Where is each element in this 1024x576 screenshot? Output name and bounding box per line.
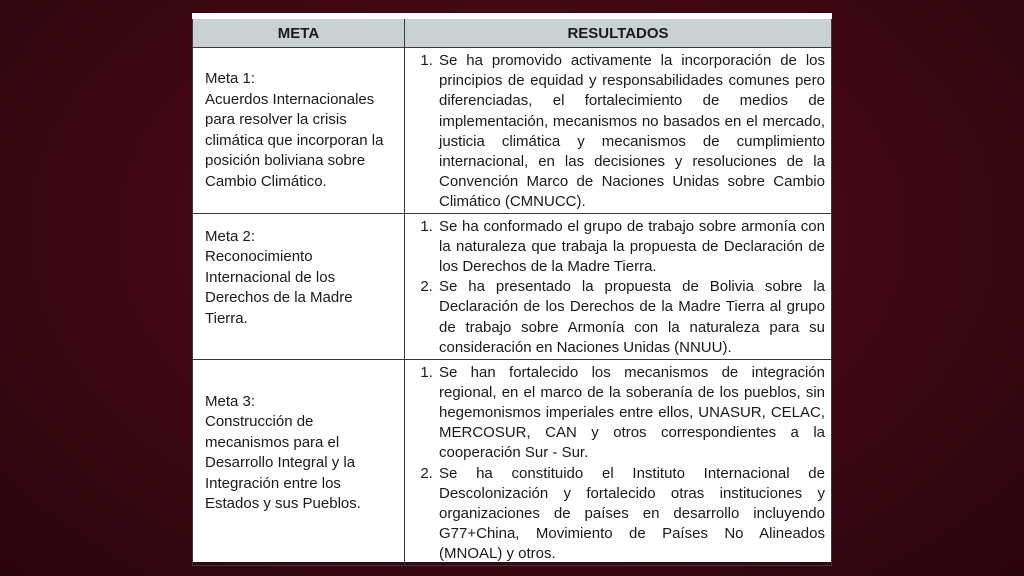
meta-description: Reconocimiento Internacional de los Derechos de la Madre Tierra. xyxy=(205,248,353,327)
meta-description: Construcción de mecanismos para el Desarrollo Integral y la Integración entre los Estados y sus Pueblos. xyxy=(205,413,361,513)
table-header-row xyxy=(193,16,832,48)
meta-cell xyxy=(193,48,405,214)
results-cell xyxy=(405,213,832,359)
meta-label: Meta 1: xyxy=(205,70,256,87)
header-resultados: RESULTADOS xyxy=(405,16,832,48)
meta-label: Meta 3: xyxy=(205,392,256,410)
table-row xyxy=(193,48,832,214)
meta-description: Acuerdos Internacionales para resolver la crisis climática que incorporan la posición boliviana sobre Cambio Climático. xyxy=(205,90,384,190)
result-item: 1. Se ha conformado el grupo de trabajo sobre armonía con la naturaleza que trabaja la propuesta de Declaración de los Derechos de la Madre Tierra. xyxy=(437,217,825,278)
meta-cell xyxy=(193,213,405,359)
table-row xyxy=(193,213,832,359)
result-item: 2. Se ha constituido el Instituto Internacional de Descolonización y fortalecido otras instituciones y organizaciones de países en desarrollo incluyendo G77+China, Movimiento de Países No Alineados (MNOAL) y otros. xyxy=(437,464,825,565)
results-list xyxy=(411,217,825,358)
header-meta: META xyxy=(193,16,405,48)
results-list xyxy=(411,51,825,213)
metas-resultados-table xyxy=(192,13,832,566)
results-list xyxy=(411,363,825,565)
meta-label: Meta 2: xyxy=(205,227,256,245)
table-row xyxy=(193,359,832,565)
results-cell xyxy=(405,359,832,565)
results-cell xyxy=(405,48,832,214)
result-item: 1. Se ha promovido activamente la incorporación de los principios de equidad y responsabilidades comunes pero diferenciadas, el fortalecimiento de medios de implementación, mecanismos no basados en el mercado, justicia climática y mecanismos de cumplimiento internacional, en las decisiones y resoluciones de la Convención Marco de Naciones Unidas sobre Cambio Climático (CMNUCC). xyxy=(437,51,825,213)
meta-cell xyxy=(193,359,405,565)
result-item: 2. Se ha presentado la propuesta de Bolivia sobre la Declaración de los Derechos de la Madre Tierra al grupo de trabajo sobre Armonía con la naturaleza para su consideración en Naciones Unidas (NNUU). xyxy=(437,277,825,358)
goals-table xyxy=(192,13,831,562)
result-item: 1. Se han fortalecido los mecanismos de integración regional, en el marco de la soberanía de los pueblos, sin hegemonismos imperiales entre ellos, UNASUR, CELAC, MERCOSUR, CAN y otros correspondientes a la cooperación Sur - Sur. xyxy=(437,363,825,464)
